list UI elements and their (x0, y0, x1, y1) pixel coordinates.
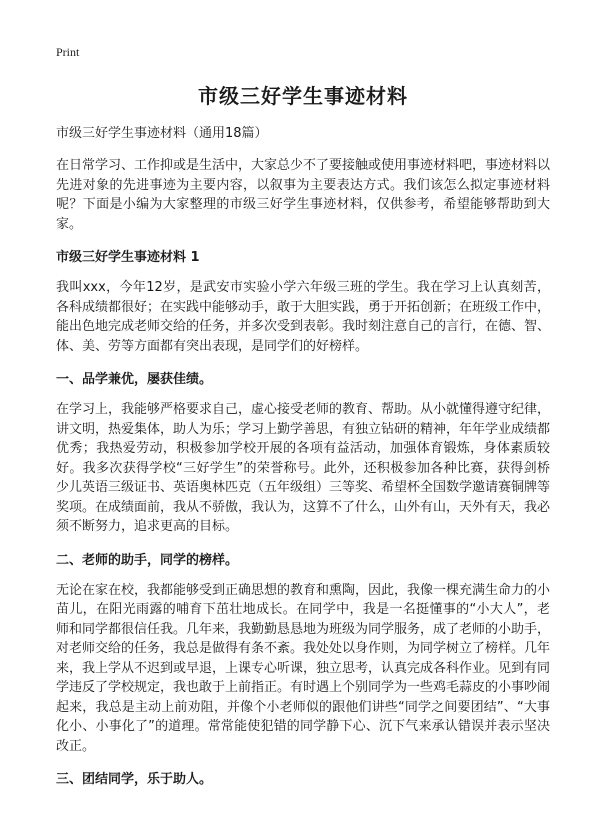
print-link[interactable]: Print (56, 45, 80, 59)
paragraph-1: 在学习上，我能够严格要求自己，虚心接受老师的教育、帮助。从小就懂得遵守纪律，讲文明，热爱集体，助人为乐；学习上勤学善思，有独立钻研的精神，年年学业成绩都优秀；我热爱劳动，积极参加学校开展的各项有益活动，加强体育锻炼，身体素质较好。我多次获得学校“三好学生”的荣誉称号。此外，还积极参加各种比赛，获得剑桥少儿英语三级证书、英语奥林匹克（五年级组）三等奖、希望杯全国数学邀请赛铜牌等奖项。在成绩面前，我从不骄傲，我认为，这算不了什么，山外有山，天外有天，我必须不断努力，追求更高的目标。 (56, 402, 551, 534)
heading-3: 三、团结同学，乐于助人。 (56, 772, 213, 787)
heading-2: 二、老师的助手，同学的榜样。 (56, 552, 239, 568)
document-page (56, 44, 550, 790)
section-paragraph: 我叫xxx，今年12岁，是武安市实验小学六年级三班的学生。我在学习上认真刻苦，各科成绩都很好；在实践中能够动手，敢于大胆实践，勇于开拓创新；在班级工作中，能出色地完成老师交给的任务，并多次受到表彰。我时刻注意自己的言行，在德、智、体、美、劳等方面都有突出表现，是同学们的好榜样。 (56, 280, 551, 354)
document-subtitle: 市级三好学生事迹材料（通用18篇） (56, 126, 268, 141)
paragraph-2: 无论在家在校，我都能够受到正确思想的教育和熏陶，因此，我像一棵充满生命力的小苗儿，在阳光雨露的哺育下茁壮地成长。在同学中，我是一名挺懂事的“小大人”，老师和同学都很信任我。几年来，我勤勤恳恳地为班级为同学服务，成了老师的小助手，对老师交给的任务，我总是做得有条不紊。我处处以身作则，为同学树立了榜样。几年来，我上学从不迟到或早退，上课专心听课，独立思考，认真完成各科作业。见到有同学违反了学校规定，我也敢于上前指正。有时遇上个别同学为一些鸡毛蒜皮的小事吵闹起来，我总是主动上前劝阻，并像个小老师似的跟他们讲些“同学之间要团结”、“大事化小、小事化了”的道理。常常能使犯错的同学静下心、沉下气来承认错误并表示坚决改正。 (56, 582, 551, 754)
intro-paragraph: 在日常学习、工作抑或是生活中，大家总少不了要接触或使用事迹材料吧，事迹材料以先进对象的先进事迹为主要内容，以叙事为主要表达方式。我们该怎么拟定事迹材料呢？下面是小编为大家整理的市级三好学生事迹材料，仅供参考，希望能够帮助到大家。 (56, 158, 551, 232)
heading-1: 一、品学兼优，屡获佳绩。 (56, 372, 213, 387)
section-title: 市级三好学生事迹材料 1 (56, 250, 200, 265)
page-title: 市级三好学生事迹材料 (198, 84, 408, 108)
